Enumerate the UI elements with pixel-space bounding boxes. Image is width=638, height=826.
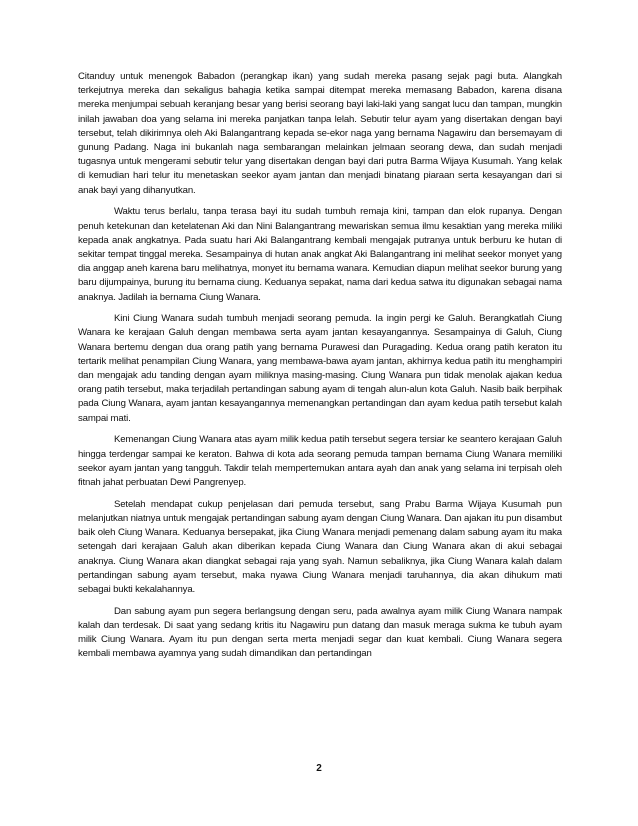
paragraph-3: Kini Ciung Wanara sudah tumbuh menjadi seorang pemuda. Ia ingin pergi ke Galuh. Berangkatlah Ciung Wanara ke kerajaan Galuh dengan membawa serta ayam jantan kesayangannya. Sesampainya di Galuh, Ciung Wanara bertemu dengan dua orang patih yang bernama Purawesi dan Puragading. Kedua orang patih keraton itu tertarik melihat penampilan Ciung Wanara, yang membawa-bawa ayam jantan, akhirnya kedua patih itu menghampiri dan mengajak adu tanding dengan ayam miliknya masing-masing. Ciung Wanara pun tidak menolak ajakan kedua orang patih tersebut, maka terjadilah pertandingan sabung ayam di tengah alun-alun kota Galuh. Nasib baik berpihak pada Ciung Wanara, ayam jantan kesayangannya memenangkan pertandingan dan ayam kedua patih tersebut kalah sampai mati. <box>78 313 562 424</box>
paragraph-2: Waktu terus berlalu, tanpa terasa bayi itu sudah tumbuh remaja kini, tampan dan elok rupanya. Dengan penuh ketekunan dan ketelatenan Aki dan Nini Balangantrang mewariskan semua ilmu kesaktian yang mereka miliki kepada anak angkatnya. Pada suatu hari Aki Balangantrang kembali mengajak putranya untuk berburu ke hutan di sekitar tempat tinggal mereka. Sesampainya di hutan anak angkat Aki Balangantrang ini melihat seekor monyet yang dia anggap aneh karena baru melihatnya, monyet itu bernama wanara. Kemudian diapun melihat seekor burung yang baru dijumpainya, burung itu bernama ciung. Keduanya sepakat, nama dari kedua satwa itu digunakan sebagai nama anaknya. Jadilah ia bernama Ciung Wanara. <box>78 206 562 303</box>
paragraph-6: Dan sabung ayam pun segera berlangsung dengan seru, pada awalnya ayam milik Ciung Wanara nampak kalah dan terdesak. Di saat yang sedang kritis itu Nagawiru pun datang dan masuk meraga sukma ke tubuh ayam milik Ciung Wanara. Ayam itu pun dengan serta merta menjadi segar dan kuat kembali. Ciung Wanara segera kembali membawa ayamnya yang sudah dimandikan dan pertandingan <box>78 605 562 660</box>
paragraph-4: Kemenangan Ciung Wanara atas ayam milik kedua patih tersebut segera tersiar ke seantero kerajaan Galuh hingga terdengar sampai ke keraton. Bahwa di kota ada seorang pemuda tampan bernama Ciung Wanara memiliki seekor ayam jantan yang tangguh. Takdir telah mempertemukan antara ayah dan anak yang selama ini terpisah oleh fitnah jahat perbuatan Dewi Pangrenyep. <box>78 434 562 488</box>
paragraph-1: Citanduy untuk menengok Babadon (perangkap ikan) yang sudah mereka pasang sejak pagi buta. Alangkah terkejutnya mereka dan sekaligus bahagia ketika sampai ditempat mereka memasang Babadon, karena disana mereka menjumpai sebuah keranjang besar yang berisi seorang bayi laki-laki yang sangat lucu dan tampan, mungkin inilah jawaban doa yang selama ini mereka panjatkan tanpa lelah. Sebutir telur ayam yang disertakan dengan bayi tersebut, telah dikirimnya oleh Aki Balangantrang kepada se-ekor naga yang bernama Nagawiru dan bersemayam di gunung Padang. Naga ini bukanlah naga sembarangan melainkan jelmaan seorang dewa, dan sudah menjadi tugasnya untuk mengerami sebutir telur yang disertakan dengan bayi dari putra Barma Wijaya Kusumah. Yang kelak di kemudian hari telur itu menetaskan seekor ayam jantan dan menjadi binatang piaraan serta kesayangan dari si anak bayi yang dihanyutkan. <box>78 71 562 196</box>
page-number: 2 <box>316 763 322 774</box>
paragraph-5: Setelah mendapat cukup penjelasan dari pemuda tersebut, sang Prabu Barma Wijaya Kusumah pun melanjutkan niatnya untuk mengajak pertandingan sabung ayam dengan Ciung Wanara. Dan ajakan itu pun disambut baik oleh Ciung Wanara. Keduanya bersepakat, jika Ciung Wanara menjadi pemenang dalam sabung ayam itu maka setengah dari kerajaan Galuh akan diberikan kepada Ciung Wanara dan Ciung Wanara akan di akui sebagai anaknya. Ciung Wanara akan diangkat sebagai raja yang syah. Namun sebaliknya, jika Ciung Wanara kalah dalam pertandingan sabung ayam tersebut, maka nyawa Ciung Wanara menjadi taruhannya, dia akan dihukum mati sebagai bukti kekalahannya. <box>78 498 562 595</box>
document-page <box>78 70 562 669</box>
